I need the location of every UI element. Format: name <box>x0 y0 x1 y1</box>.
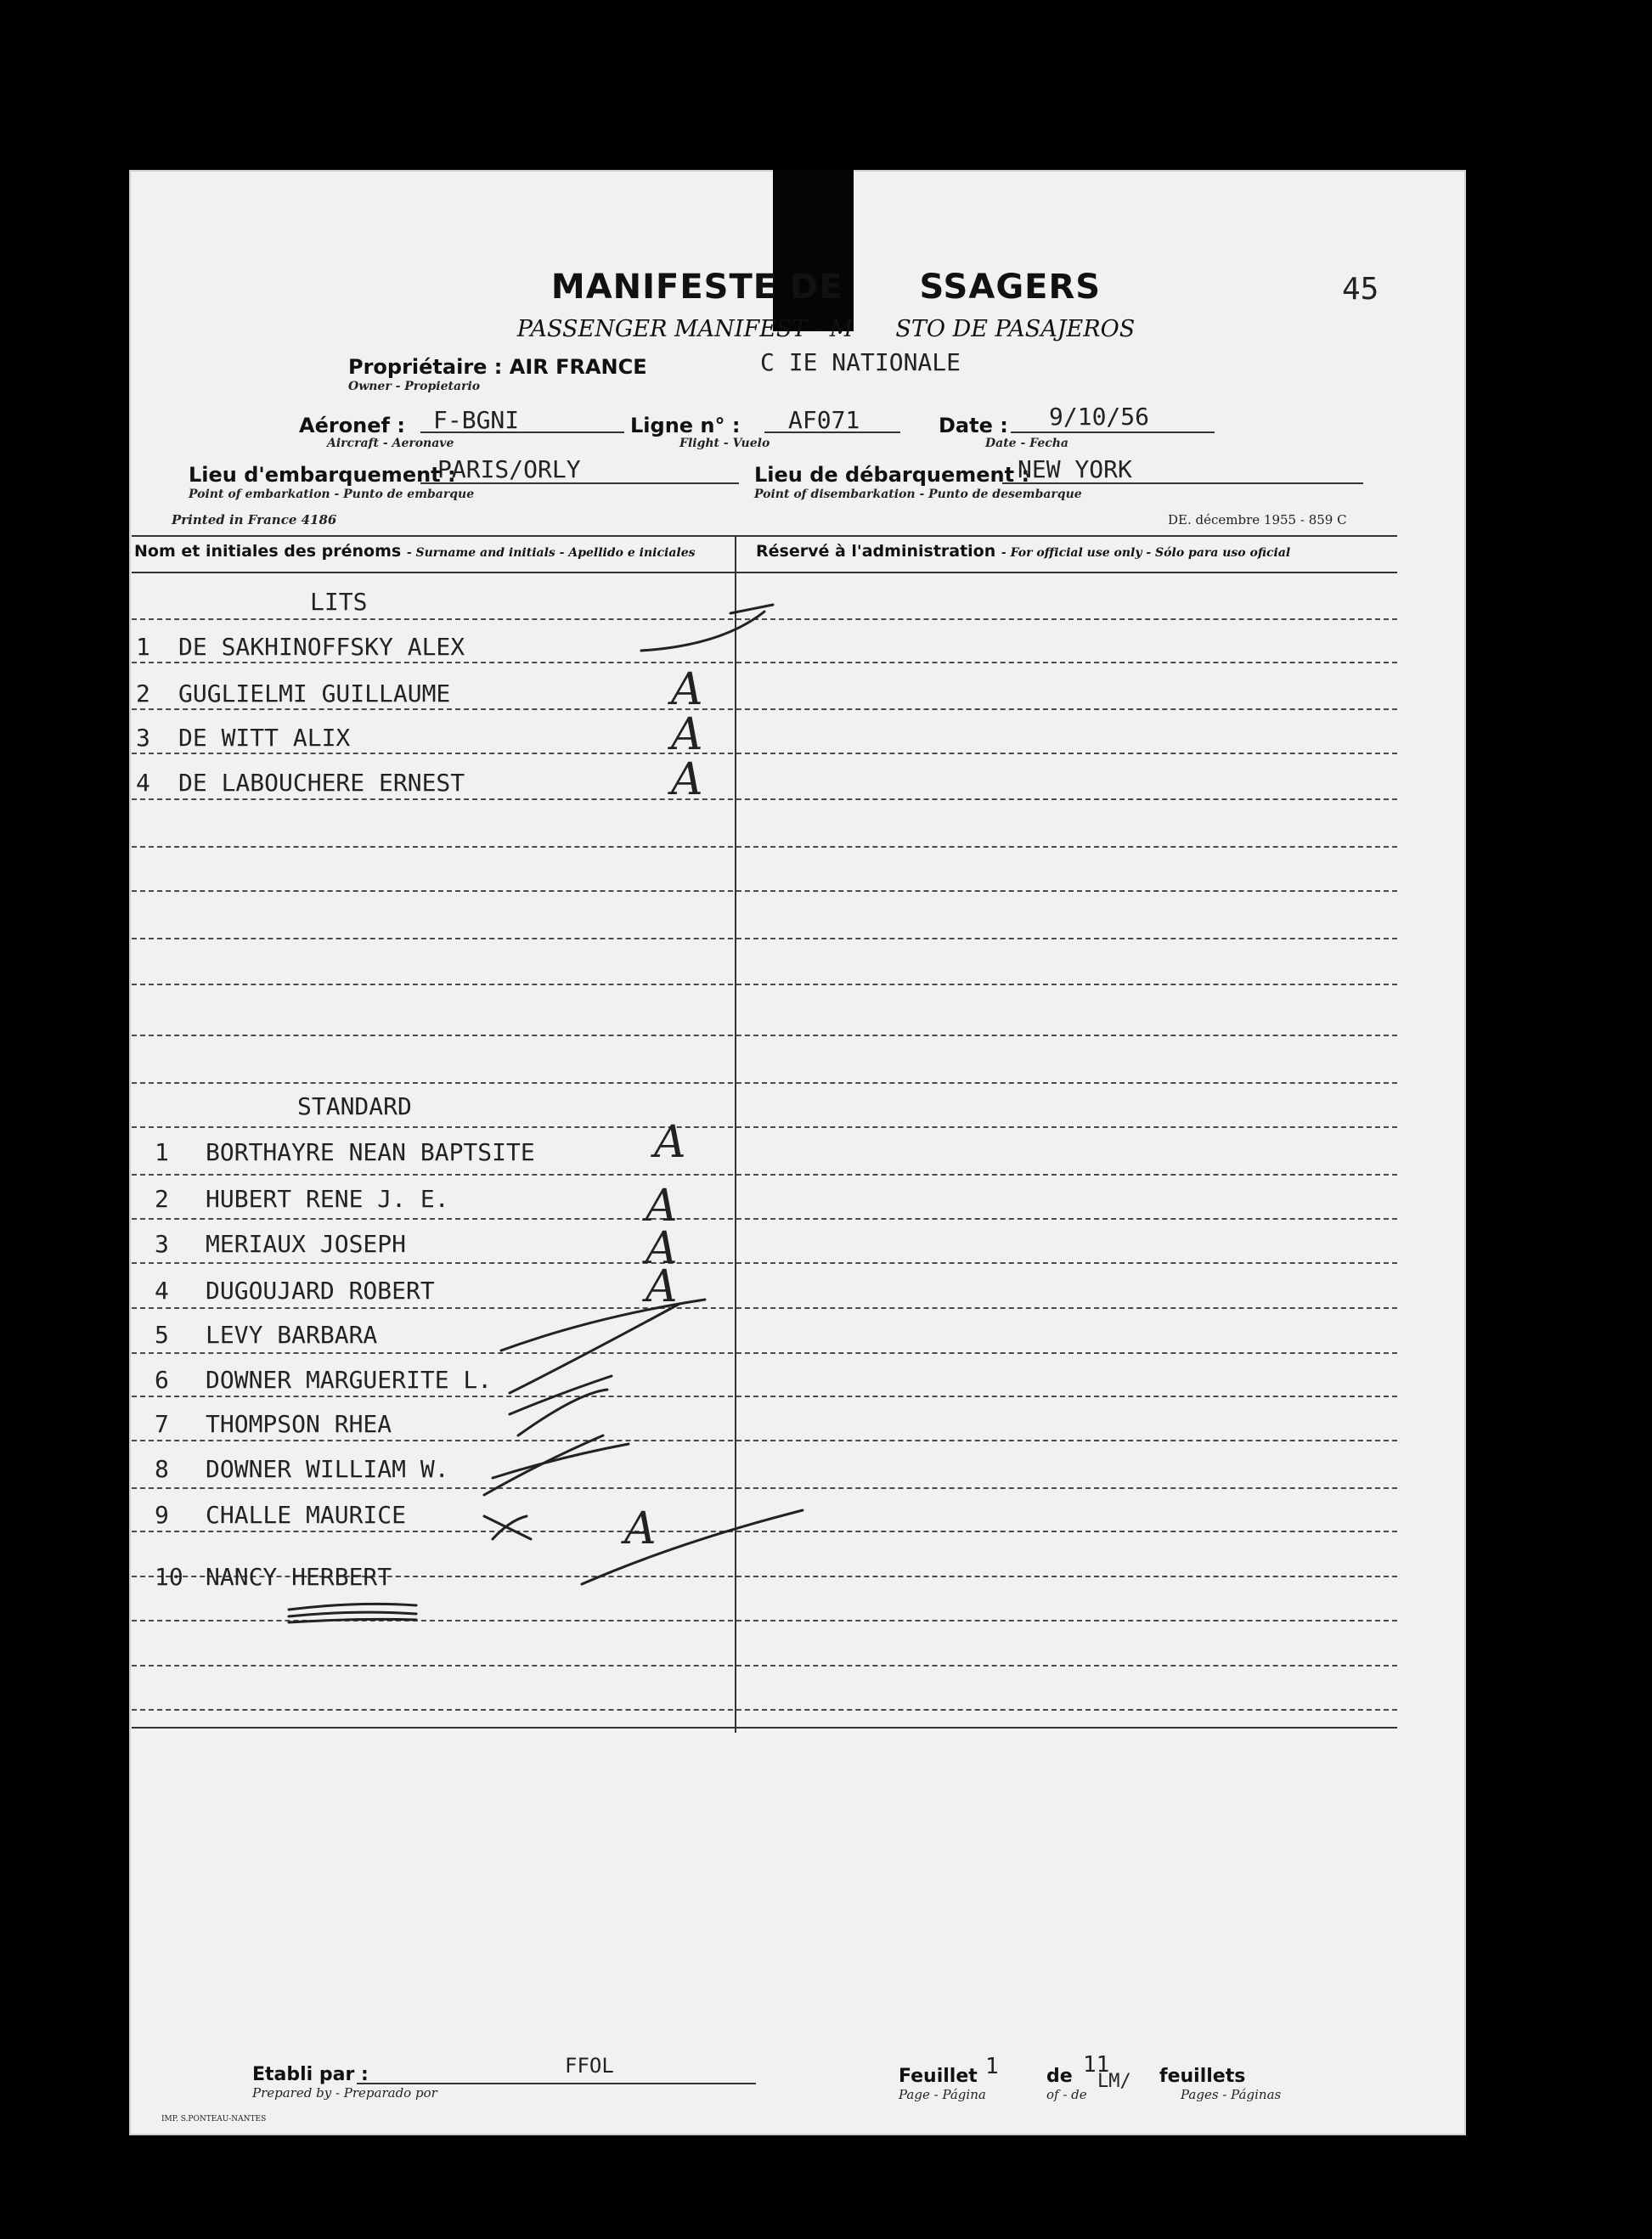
passenger-name: NANCY HERBERT <box>206 1563 392 1591</box>
aircraft-underline <box>420 431 624 433</box>
passenger-name: DE LABOUCHERE ERNEST <box>178 769 465 797</box>
flight-sub: Flight - Vuelo <box>679 437 770 450</box>
flight-value: AF071 <box>788 406 860 434</box>
prepared-label: Etabli par : <box>252 2064 369 2085</box>
embark-underline <box>420 482 739 484</box>
form-title-right: SSAGERS <box>919 268 1102 307</box>
passenger-name: DE WITT ALIX <box>178 724 351 752</box>
ruled-line <box>132 890 1397 892</box>
ruled-line <box>132 1218 1397 1220</box>
ruled-line <box>132 1126 1397 1128</box>
passenger-number: 3 <box>155 1230 169 1258</box>
disembark-sub: Point of disembarkation - Punto de desembarque <box>754 488 1082 501</box>
aircraft-value: F-BGNI <box>433 406 520 434</box>
embark-value: PARIS/ORLY <box>437 455 581 483</box>
owner-typed: C IE NATIONALE <box>760 348 961 376</box>
passenger-number: 3 <box>136 724 150 752</box>
ruled-line <box>132 1262 1397 1264</box>
passenger-row <box>155 1321 377 1349</box>
passenger-number: 4 <box>136 769 150 797</box>
flight-underline <box>764 431 900 433</box>
flight-label: Ligne n° : <box>630 414 741 437</box>
pages-label: feuillets <box>1159 2066 1246 2087</box>
passenger-number: 1 <box>155 1138 169 1166</box>
of-sub: of - de <box>1046 2087 1087 2102</box>
aircraft-sub: Aircraft - Aeronave <box>327 437 454 450</box>
passenger-name: GUGLIELMI GUILLAUME <box>178 680 451 708</box>
col-head-right-main: Réservé à l'administration <box>756 542 996 561</box>
passenger-row <box>155 1410 392 1438</box>
passenger-row <box>155 1501 406 1529</box>
ruled-line <box>132 1307 1397 1309</box>
passenger-number: 1 <box>136 633 150 661</box>
disembark-value: NEW YORK <box>1018 455 1132 483</box>
passenger-name: DOWNER MARGUERITE L. <box>206 1366 493 1394</box>
redaction-bar <box>773 170 854 331</box>
sheet-label: Feuillet <box>899 2066 978 2087</box>
date-label: Date : <box>939 414 1008 437</box>
ruled-line <box>132 1396 1397 1397</box>
ruled-line <box>132 1440 1397 1441</box>
ruled-line <box>132 938 1397 939</box>
passenger-number: 7 <box>155 1410 169 1438</box>
pages-sub: Pages - Páginas <box>1181 2087 1282 2102</box>
embark-label: Lieu d'embarquement : <box>189 463 456 487</box>
passenger-number: 2 <box>155 1185 169 1213</box>
passenger-row <box>155 1138 535 1166</box>
ruled-line <box>132 572 1397 573</box>
passenger-name: DUGOUJARD ROBERT <box>206 1277 435 1305</box>
date-value: 9/10/56 <box>1049 403 1150 431</box>
ruled-line <box>132 798 1397 800</box>
ruled-line <box>132 846 1397 848</box>
date-underline <box>1011 431 1215 433</box>
passenger-name: DE SAKHINOFFSKY ALEX <box>178 633 465 661</box>
ruled-grid <box>132 535 1397 1724</box>
prepared-value: FFOL <box>565 2054 614 2078</box>
ruled-line <box>132 618 1397 620</box>
ruled-line <box>132 1082 1397 1084</box>
passenger-row <box>136 724 350 752</box>
mark-a: A <box>671 754 703 805</box>
page-number: 45 <box>1342 272 1379 307</box>
passenger-name: MERIAUX JOSEPH <box>206 1230 407 1258</box>
ruled-line <box>132 708 1397 710</box>
disembark-label: Lieu de débarquement : <box>754 463 1030 487</box>
ruled-line <box>132 1035 1397 1036</box>
embark-sub: Point of embarkation - Punto de embarque <box>189 488 475 501</box>
sheet-value: 1 <box>985 2054 999 2079</box>
passenger-row <box>155 1366 492 1394</box>
ruled-line <box>132 535 1397 537</box>
ruled-line <box>132 753 1397 754</box>
form-subtitle <box>0 316 1652 342</box>
column-divider <box>735 535 736 1733</box>
mark-a: A <box>671 664 703 715</box>
mark-a: A <box>646 1223 678 1274</box>
passenger-number: 6 <box>155 1366 169 1394</box>
ruled-line <box>132 1531 1397 1532</box>
form-code: DE. décembre 1955 - 859 C <box>1168 512 1347 527</box>
of-value: 11 <box>1083 2052 1110 2078</box>
section-standard: STANDARD <box>297 1092 412 1120</box>
date-sub: Date - Fecha <box>985 437 1068 450</box>
mark-a: A <box>654 1117 686 1168</box>
mark-a: A <box>671 709 703 760</box>
passenger-name: HUBERT RENE J. E. <box>206 1185 449 1213</box>
aircraft-label: Aéronef : <box>299 414 405 437</box>
passenger-row <box>155 1230 406 1258</box>
imprint: IMP. S.PONTEAU-NANTES <box>161 2115 267 2123</box>
of-label: de <box>1046 2066 1073 2087</box>
passenger-name: LEVY BARBARA <box>206 1321 378 1349</box>
passenger-number: 8 <box>155 1455 169 1483</box>
form-title-left: MANIFESTE DE <box>550 268 843 307</box>
passenger-number: 10 <box>155 1563 183 1591</box>
passenger-name: THOMPSON RHEA <box>206 1410 392 1438</box>
col-head-right-sub: - For official use only - Sólo para uso oficial <box>1001 546 1291 560</box>
mark-a: A <box>646 1261 678 1312</box>
form-title <box>0 268 1652 307</box>
col-head-left-main: Nom et initiales des prénoms <box>134 542 402 561</box>
passenger-number: 5 <box>155 1321 169 1349</box>
passenger-row <box>136 769 465 797</box>
ruled-line <box>132 1487 1397 1489</box>
passenger-row <box>155 1563 392 1591</box>
passenger-number: 4 <box>155 1277 169 1305</box>
prepared-sub: Prepared by - Preparado por <box>252 2085 437 2101</box>
mark-a: A <box>646 1181 678 1232</box>
form-subtitle-right: STO DE PASAJEROS <box>895 316 1136 342</box>
passenger-row <box>136 633 465 661</box>
passenger-number: 2 <box>136 680 150 708</box>
printed-note: Printed in France 4186 <box>172 512 337 527</box>
sheet-sub: Page - Página <box>899 2087 986 2102</box>
ruled-line <box>132 662 1397 663</box>
disembark-underline <box>1002 482 1363 484</box>
pages-value: LM/ <box>1097 2071 1131 2092</box>
col-head-left-sub: - Surname and initials - Apellido e iniciales <box>406 546 696 560</box>
owner-sub: Owner - Propietario <box>348 380 481 393</box>
ruled-line <box>132 1174 1397 1176</box>
passenger-row <box>155 1277 435 1305</box>
passenger-name: CHALLE MAURICE <box>206 1501 407 1529</box>
passenger-name: BORTHAYRE NEAN BAPTSITE <box>206 1138 535 1166</box>
ruled-line <box>132 1620 1397 1621</box>
passenger-row <box>155 1455 449 1483</box>
form-subtitle-left: PASSENGER MANIFEST - M <box>516 316 854 342</box>
ruled-line <box>132 1352 1397 1354</box>
passenger-name: DOWNER WILLIAM W. <box>206 1455 449 1483</box>
prepared-underline <box>357 2083 756 2084</box>
ruled-line <box>132 984 1397 985</box>
section-lits: LITS <box>310 588 368 616</box>
ruled-line <box>132 1727 1397 1729</box>
passenger-number: 9 <box>155 1501 169 1529</box>
ruled-line <box>132 1709 1397 1711</box>
mark-a: A <box>624 1503 657 1554</box>
ruled-line <box>132 1665 1397 1667</box>
owner-label: Propriétaire : AIR FRANCE <box>348 355 647 379</box>
passenger-row <box>155 1185 449 1213</box>
passenger-row <box>136 680 450 708</box>
